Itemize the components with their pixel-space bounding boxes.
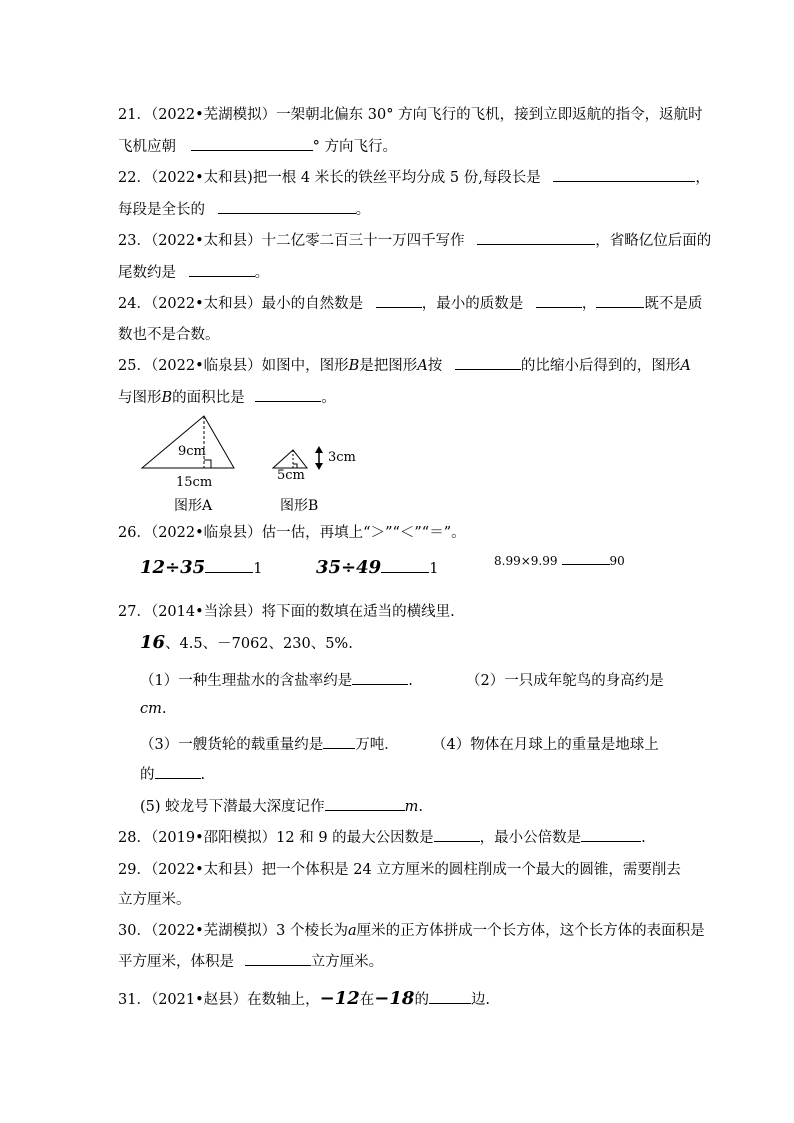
q27-s2-text: （2）一只成年鸵鸟的身高约是 bbox=[466, 673, 664, 689]
q27-dot: . bbox=[161, 701, 167, 717]
q25-text2: 是把图形 bbox=[359, 358, 418, 374]
q30-var-a: a bbox=[348, 923, 357, 939]
q27-s5-end: . bbox=[418, 799, 424, 815]
q25-text: 25．（2022•临泉县）如图中，图形 bbox=[118, 358, 349, 374]
q26-num2: 1 bbox=[429, 561, 439, 577]
q31-line bbox=[118, 988, 490, 1009]
q25-line1 bbox=[118, 354, 691, 375]
q25-text5: 与图形 bbox=[118, 390, 162, 406]
q31-text3: 的 bbox=[414, 992, 429, 1008]
q24-blank3[interactable] bbox=[596, 306, 644, 308]
q25-var-a: A bbox=[417, 358, 428, 374]
q23-text4: 。 bbox=[254, 265, 270, 281]
q26-num3: 90 bbox=[609, 554, 625, 568]
q21-blank[interactable] bbox=[191, 149, 313, 151]
q26-text: 26．（2022•临泉县）估一估，再填上“＞”“＜”“＝”。 bbox=[118, 525, 466, 541]
q27-s3 bbox=[140, 733, 399, 754]
q25-text6: 的面积比是 bbox=[172, 390, 245, 406]
q27-s1-end: . bbox=[408, 673, 413, 689]
q30-text2: 厘米的正方体拼成一个长方体，这个长方体的表面积是 bbox=[356, 923, 705, 939]
q21-text2: 飞机应朝 bbox=[118, 139, 176, 155]
q21-line2 bbox=[118, 135, 397, 156]
q23-text2: ，省略亿位后面的 bbox=[595, 233, 712, 249]
q26-blank2[interactable] bbox=[381, 571, 429, 573]
q27-blank3[interactable] bbox=[323, 747, 355, 749]
right-angle-a bbox=[204, 460, 211, 468]
q25-var-a2: A bbox=[680, 358, 691, 374]
q21-line1 bbox=[118, 103, 703, 124]
q27-num16: 16 bbox=[140, 632, 166, 653]
q27-s2b bbox=[140, 701, 166, 717]
q27-s1 bbox=[140, 669, 413, 690]
q28-line bbox=[118, 826, 646, 847]
q28-text2: ，最小公倍数是 bbox=[479, 830, 582, 846]
q22-text2: ， bbox=[695, 170, 710, 186]
q22-text: 22．（2022•太和县)把一根 4 米长的铁丝平均分成 5 份,每段长是 bbox=[118, 170, 541, 186]
q27-s5 bbox=[140, 795, 423, 816]
q28-text: 28．（2019•邵阳模拟）12 和 9 的最大公因数是 bbox=[118, 830, 434, 846]
q30-text3: 平方厘米，体积是 bbox=[118, 954, 234, 970]
q22-text4: 。 bbox=[355, 202, 371, 218]
q27-s5-text: (5) 蛟龙号下潜最大深度记作 bbox=[140, 799, 325, 815]
q27-s2 bbox=[466, 669, 664, 690]
q25-text7: 。 bbox=[321, 390, 336, 406]
q27-text: 27．（2014•当涂县）将下面的数填在适当的横线里. bbox=[118, 604, 455, 620]
q23-line1 bbox=[118, 229, 711, 250]
q29-line2 bbox=[118, 888, 191, 909]
q27-s3-text: （3）一艘货轮的载重量约是 bbox=[140, 737, 324, 753]
q22-text3: 每段是全长的 bbox=[118, 202, 205, 218]
q27-s4-text: （4）物体在月球上的重量是地球上 bbox=[432, 737, 659, 753]
q26-expr1 bbox=[140, 557, 262, 578]
q27-s1-text: （1）一种生理盐水的含盐率约是 bbox=[140, 673, 353, 689]
q29-text: 29．（2022•太和县）把一个体积是 24 立方厘米的圆柱削成一个最大的圆锥，需要削去 bbox=[118, 862, 681, 878]
q22-blank2[interactable] bbox=[218, 212, 356, 214]
q25-line2 bbox=[118, 386, 336, 407]
q27-num-list: 、4.5、－7062、230、5%. bbox=[165, 636, 353, 652]
q25-text4: 的比缩小后得到的，图形 bbox=[520, 358, 681, 374]
q24-text2: ，最小的质数是 bbox=[421, 296, 524, 312]
q24-blank2[interactable] bbox=[536, 306, 582, 308]
q31-text4: 边. bbox=[470, 992, 491, 1008]
q28-blank2[interactable] bbox=[581, 840, 641, 842]
q23-line2 bbox=[118, 261, 269, 282]
q27-s4 bbox=[432, 733, 659, 754]
q30-line1 bbox=[118, 919, 705, 940]
q24-line2 bbox=[118, 323, 220, 344]
figure-b-height: 3cm bbox=[328, 450, 356, 465]
q27-cm: cm bbox=[140, 701, 162, 717]
q25-blank1[interactable] bbox=[455, 368, 521, 370]
figure-b-base: 5cm bbox=[277, 468, 305, 483]
q26-num1: 1 bbox=[253, 561, 263, 577]
q25-text3: 按 bbox=[427, 358, 443, 374]
q27-s4-end: . bbox=[200, 767, 206, 783]
q26-expr2-text: 35÷49 bbox=[316, 557, 382, 578]
q27-blank1[interactable] bbox=[352, 683, 408, 685]
q23-text3: 尾数约是 bbox=[118, 265, 176, 281]
arrow-up-icon bbox=[315, 446, 323, 453]
q30-line2 bbox=[118, 950, 383, 971]
q29-text2: 立方厘米。 bbox=[118, 892, 191, 908]
q24-text4: 既不是质 bbox=[644, 296, 703, 312]
q26-expr2 bbox=[316, 557, 438, 578]
q21-text: 21．（2022•芜湖模拟）一架朝北偏东 30° 方向飞行的飞机，接到立即返航的指令，返航时 bbox=[118, 107, 703, 123]
q25-blank2[interactable] bbox=[255, 400, 321, 402]
q31-blank[interactable] bbox=[429, 1002, 471, 1004]
q27-numbers bbox=[140, 632, 353, 653]
q26-line1 bbox=[118, 521, 466, 542]
q26-expr3 bbox=[494, 554, 625, 568]
q26-blank1[interactable] bbox=[205, 571, 253, 573]
q30-blank[interactable] bbox=[245, 964, 311, 966]
q30-text4: 立方厘米。 bbox=[310, 954, 384, 970]
q23-text: 23．（2022•太和县）十二亿零二百三十一万四千写作 bbox=[118, 233, 465, 249]
q28-text3: . bbox=[641, 830, 646, 846]
q24-text3: ， bbox=[581, 296, 597, 312]
q25-var-b2: B bbox=[161, 390, 173, 406]
q21-text3: ° 方向飞行。 bbox=[312, 139, 397, 155]
arrow-down-icon bbox=[315, 463, 323, 470]
q26-expr3-text: 8.99×9.99 bbox=[494, 554, 558, 568]
q27-m: m bbox=[404, 799, 419, 815]
q22-blank1[interactable] bbox=[553, 180, 695, 182]
q23-blank2[interactable] bbox=[189, 275, 255, 277]
q31-text2: 在 bbox=[359, 992, 375, 1008]
q31-text: 31．（2021•赵县）在数轴上， bbox=[118, 992, 320, 1008]
figure-a-name: 图形A bbox=[174, 498, 213, 514]
q24-text: 24．（2022•太和县）最小的自然数是 bbox=[118, 296, 364, 312]
figure-a-height: 9cm bbox=[178, 444, 206, 459]
q27-s4b bbox=[140, 763, 205, 784]
q27-s4b-text: 的 bbox=[140, 767, 155, 783]
q27-blank4[interactable] bbox=[155, 777, 201, 779]
q31-num1: −12 bbox=[319, 988, 360, 1009]
q24-text5: 数也不是合数。 bbox=[118, 327, 220, 343]
q30-text: 30．（2022•芜湖模拟）3 个棱长为 bbox=[118, 923, 348, 939]
q23-blank1[interactable] bbox=[477, 243, 595, 245]
q27-s3-unit: 万吨． bbox=[355, 737, 399, 753]
q22-line2 bbox=[118, 198, 370, 219]
q26-expr1-text: 12÷35 bbox=[140, 557, 206, 578]
q26-blank3[interactable] bbox=[562, 563, 610, 565]
q28-blank1[interactable] bbox=[434, 840, 480, 842]
q22-line1 bbox=[118, 166, 710, 187]
q29-line1 bbox=[118, 858, 681, 879]
q25-var-b: B bbox=[348, 358, 360, 374]
figure-a-base: 15cm bbox=[176, 475, 213, 490]
q24-blank1[interactable] bbox=[376, 306, 422, 308]
figure-b-name: 图形B bbox=[280, 498, 319, 514]
triangle-b bbox=[273, 450, 307, 468]
q31-num2: −18 bbox=[374, 988, 415, 1009]
triangle-a bbox=[142, 416, 234, 468]
q27-line1 bbox=[118, 600, 455, 621]
q27-blank5[interactable] bbox=[325, 809, 405, 811]
q24-line1 bbox=[118, 292, 702, 313]
